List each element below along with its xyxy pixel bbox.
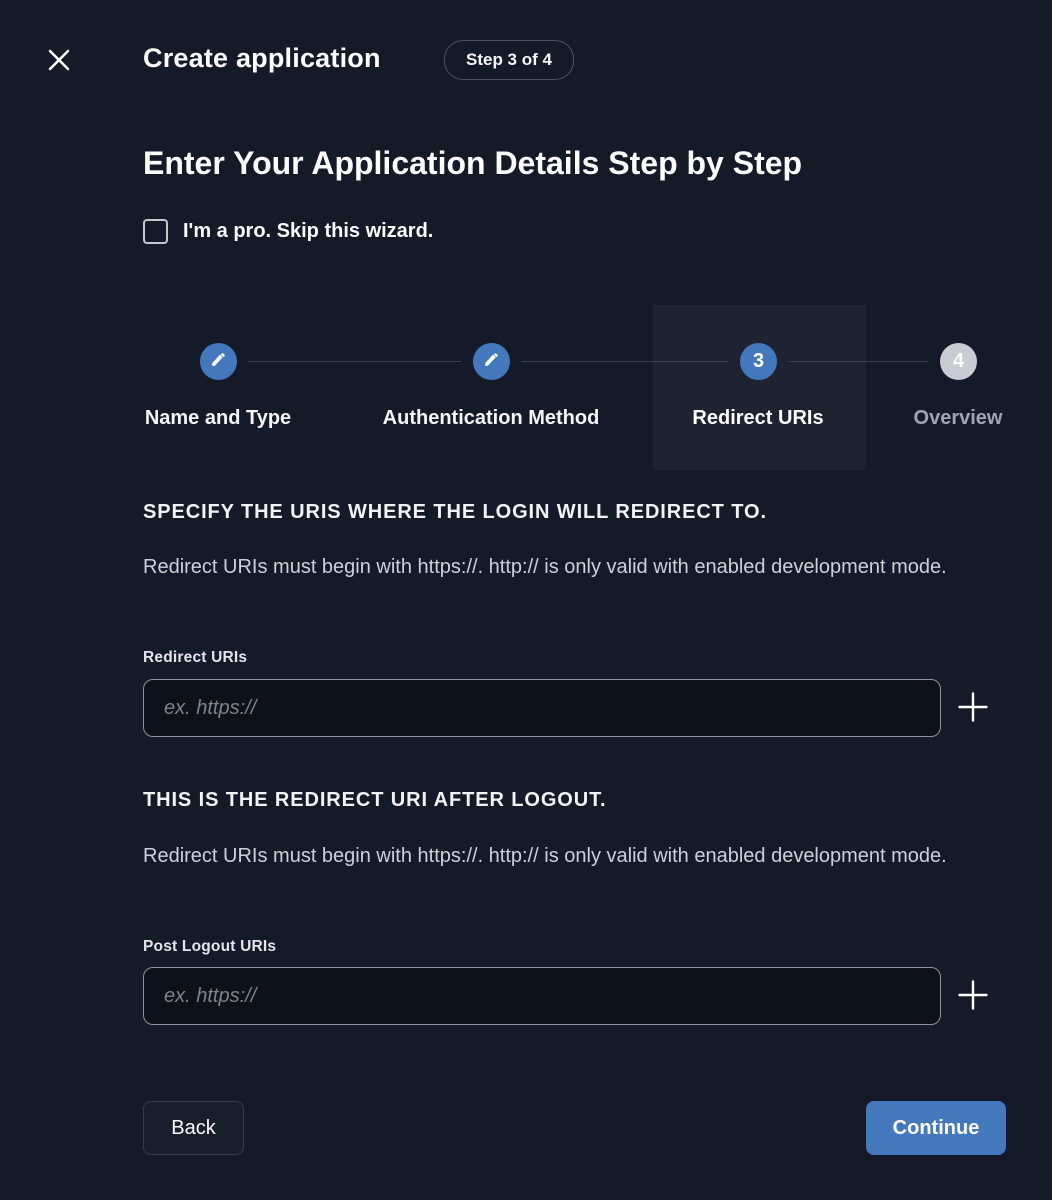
close-button[interactable] xyxy=(43,45,75,77)
stepper-connector xyxy=(521,361,728,362)
skip-wizard-row xyxy=(143,219,433,244)
section-description-redirect: Redirect URIs must begin with https://. http:// is only valid with enabled development mode. xyxy=(143,556,947,578)
add-redirect-uri-button[interactable] xyxy=(955,690,991,726)
step-label-authentication-method[interactable]: Authentication Method xyxy=(382,407,600,429)
plus-icon xyxy=(957,691,989,726)
skip-wizard-checkbox[interactable] xyxy=(143,219,168,244)
step-circle-authentication-method[interactable] xyxy=(473,343,510,380)
stepper-connector xyxy=(788,361,928,362)
post-logout-uris-field-label: Post Logout URIs xyxy=(143,938,277,955)
active-step-highlight xyxy=(653,305,866,470)
stepper-connector xyxy=(248,361,461,362)
step-number: 3 xyxy=(752,350,765,372)
step-label-redirect-uris[interactable]: Redirect URIs xyxy=(692,407,824,429)
skip-wizard-label[interactable]: I'm a pro. Skip this wizard. xyxy=(183,220,434,242)
wizard-stepper xyxy=(0,300,1052,475)
close-icon xyxy=(46,47,72,76)
step-number: 4 xyxy=(952,350,965,372)
dialog-title: Create application xyxy=(143,43,381,73)
step-label-name-and-type[interactable]: Name and Type xyxy=(144,407,292,429)
page-title: Enter Your Application Details Step by Step xyxy=(143,145,803,181)
post-logout-uris-input[interactable] xyxy=(143,967,941,1025)
plus-icon xyxy=(957,979,989,1014)
redirect-uris-input[interactable] xyxy=(143,679,941,737)
section-heading-logout: THIS IS THE REDIRECT URI AFTER LOGOUT. xyxy=(143,789,607,811)
redirect-uris-field-label: Redirect URIs xyxy=(143,649,248,666)
step-progress-badge: Step 3 of 4 xyxy=(444,40,574,80)
section-description-logout: Redirect URIs must begin with https://. http:// is only valid with enabled development mode. xyxy=(143,845,947,867)
step-circle-redirect-uris[interactable] xyxy=(740,343,777,380)
step-label-overview[interactable]: Overview xyxy=(913,407,1003,429)
step-circle-overview[interactable] xyxy=(940,343,977,380)
pencil-icon xyxy=(210,351,227,373)
section-heading-redirect: SPECIFY THE URIS WHERE THE LOGIN WILL REDIRECT TO. xyxy=(143,501,767,523)
pencil-icon xyxy=(483,351,500,373)
continue-button[interactable]: Continue xyxy=(866,1101,1006,1155)
step-circle-name-and-type[interactable] xyxy=(200,343,237,380)
add-post-logout-uri-button[interactable] xyxy=(955,978,991,1014)
back-button[interactable]: Back xyxy=(143,1101,244,1155)
